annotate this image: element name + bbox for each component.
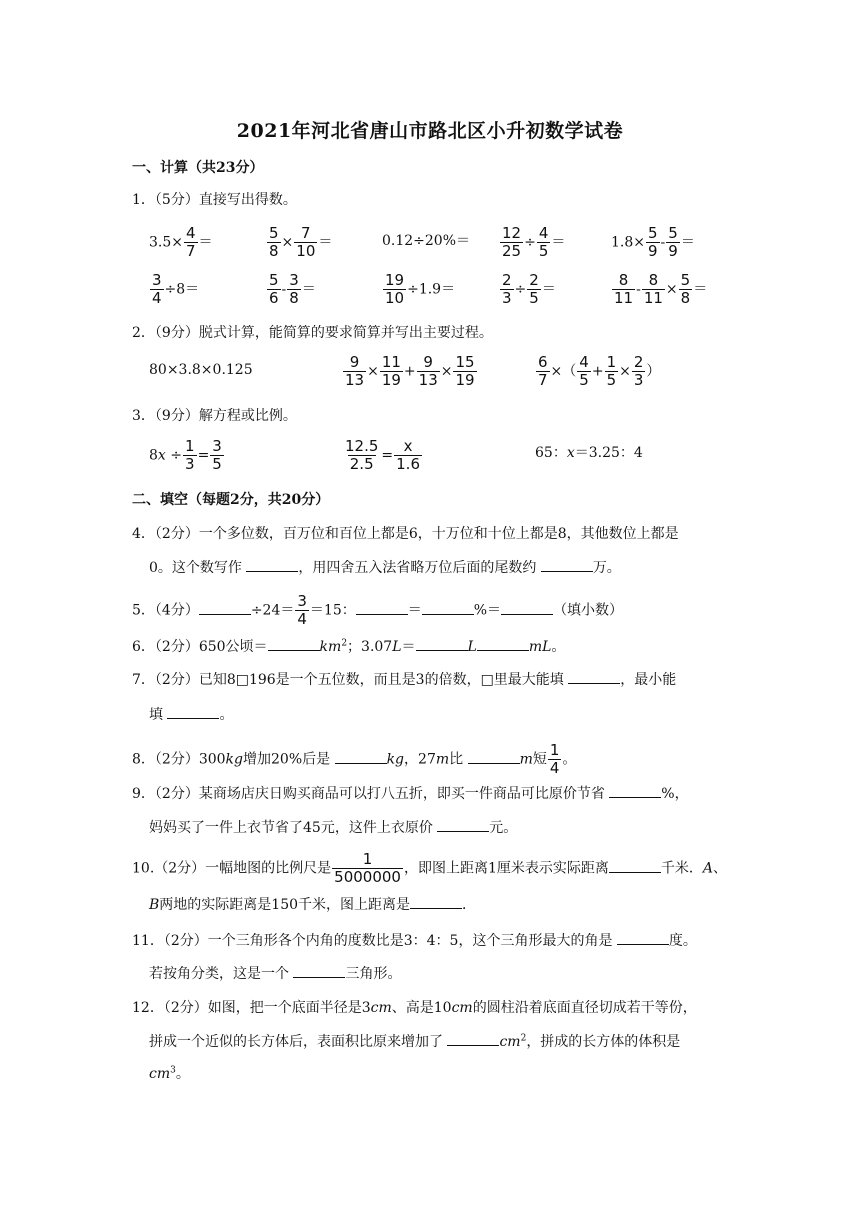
question-10-line-1: 10.（2分）一幅地图的比例尺是 $\frac{1}{5000000}$ ，即图上距离1厘米表示实际距离 千米．A、 bbox=[132, 850, 728, 886]
question-9-line-1: 9．（2分）某商场店庆日购买商品可以打八五折，即买一件商品可比原价节省 %， bbox=[132, 783, 689, 804]
question-1-text: 1．（5分）直接写出得数。 bbox=[132, 192, 297, 208]
q1-item-b: $\frac{5}{8}$ × $\frac{7}{10}$ ＝ bbox=[269, 224, 333, 260]
question-8: 8．（2分）300kg增加20%后是 kg，27m比 m短 $\frac{1}{4}$ 。 bbox=[132, 741, 577, 777]
answer-blank[interactable] bbox=[437, 817, 489, 832]
question-5: 5．（4分） ÷24＝ $\frac{3}{4}$ ＝15： ＝ %＝ （填小数） bbox=[132, 592, 624, 628]
q3-item-c: 65：x＝3.25：4 bbox=[535, 445, 643, 461]
question-6: 6．（2分）650公顷＝ $km^2$；3.07L＝ L mL。 bbox=[132, 636, 565, 657]
q3-item-b: $\frac{12.5}{2.5}$ = $\frac{x}{1.6}$ bbox=[345, 437, 420, 473]
answer-blank[interactable] bbox=[609, 858, 661, 873]
q1-item-f: $\frac{3}{4}$ ÷8＝ bbox=[152, 271, 200, 307]
question-11-line-2: 若按角分类，这是一个 三角形。 bbox=[149, 963, 401, 984]
section-heading-1: 一、计算（共23分） bbox=[132, 160, 264, 176]
q1-item-h: $\frac{19}{10}$ ÷1.9＝ bbox=[385, 271, 456, 307]
question-12-line-2: 拼成一个近似的长方体后，表面积比原来增加了 $cm^2$，拼成的长方体的体积是 bbox=[149, 1031, 680, 1052]
question-9-line-2: 妈妈买了一件上衣节省了45元，这件上衣原价 元。 bbox=[149, 817, 517, 838]
answer-blank[interactable] bbox=[477, 636, 529, 651]
answer-blank[interactable] bbox=[293, 963, 345, 978]
answer-blank[interactable] bbox=[246, 557, 298, 572]
answer-blank[interactable] bbox=[335, 749, 387, 764]
q1-item-e: 1.8× $\frac{5}{9}$ - $\frac{5}{9}$ ＝ bbox=[611, 224, 695, 260]
question-4-line-2: 0。这个数写作 ，用四舍五入法省略万位后面的尾数约 万。 bbox=[149, 557, 621, 578]
q1-item-g: $\frac{5}{6}$ - $\frac{3}{8}$ ＝ bbox=[269, 271, 316, 307]
answer-blank[interactable] bbox=[410, 894, 462, 909]
question-11-line-1: 11．（2分）一个三角形各个内角的度数比是3：4：5，这个三角形最大的角是 度。 bbox=[132, 930, 697, 951]
answer-blank[interactable] bbox=[422, 600, 474, 615]
answer-blank[interactable] bbox=[568, 669, 620, 684]
question-7-line-2: 填 。 bbox=[149, 704, 233, 725]
answer-blank[interactable] bbox=[199, 600, 251, 615]
section-heading-2: 二、填空（每题2分，共20分） bbox=[132, 492, 330, 508]
q1-item-a: 3.5× $\frac{4}{7}$ ＝ bbox=[149, 224, 213, 260]
q2-item-c: $\frac{6}{7}$ ×（ $\frac{4}{5}$ + $\frac{1}{5}$ × $\frac{2}{3}$ ） bbox=[538, 353, 661, 389]
answer-blank[interactable] bbox=[609, 783, 661, 798]
answer-blank[interactable] bbox=[541, 557, 593, 572]
answer-blank[interactable] bbox=[167, 704, 219, 719]
q1-item-i: $\frac{2}{3}$ ÷ $\frac{2}{5}$ ＝ bbox=[502, 271, 556, 307]
answer-blank[interactable] bbox=[617, 930, 669, 945]
answer-blank[interactable] bbox=[416, 636, 468, 651]
answer-blank[interactable] bbox=[501, 600, 553, 615]
q1-item-c: 0.12÷20%＝ bbox=[382, 233, 471, 249]
question-2-text: 2．（9分）脱式计算，能简算的要求简算并写出主要过程。 bbox=[132, 325, 493, 341]
q3-item-a: 8x ÷ $\frac{1}{3}$ = $\frac{3}{5}$ bbox=[149, 437, 222, 473]
q1-item-d: $\frac{12}{25}$ ÷ $\frac{4}{5}$ ＝ bbox=[502, 224, 566, 260]
answer-blank[interactable] bbox=[468, 749, 520, 764]
answer-blank[interactable] bbox=[447, 1031, 499, 1046]
q2-item-b: $\frac{9}{13}$ × $\frac{11}{19}$ + $\frac{9}{13}$ × $\frac{15}{19}$ bbox=[345, 353, 475, 389]
question-12-line-1: 12．（2分）如图，把一个底面半径是3cm、高是10cm的圆柱沿着底面直径切成若干等份， bbox=[132, 1000, 697, 1016]
question-7-line-1: 7．（2分）已知8□196是一个五位数，而且是3的倍数，□里最大能填 ，最小能 bbox=[132, 669, 676, 690]
question-10-line-2: B两地的实际距离是150千米，图上距离是 ． bbox=[149, 894, 476, 915]
answer-blank[interactable] bbox=[268, 636, 320, 651]
answer-blank[interactable] bbox=[356, 600, 408, 615]
page-title: 2021年河北省唐山市路北区小升初数学试卷 bbox=[236, 120, 624, 142]
q2-item-a: 80×3.8×0.125 bbox=[149, 362, 253, 378]
question-12-line-3: $cm^3$。 bbox=[149, 1065, 190, 1082]
question-3-text: 3．（9分）解方程或比例。 bbox=[132, 408, 297, 424]
q1-item-j: $\frac{8}{11}$ - $\frac{8}{11}$ × $\frac{5}{8}$ ＝ bbox=[614, 271, 708, 307]
question-4-line-1: 4．（2分）一个多位数，百万位和百位上都是6，十万位和十位上都是8，其他数位上都是 bbox=[132, 526, 679, 542]
